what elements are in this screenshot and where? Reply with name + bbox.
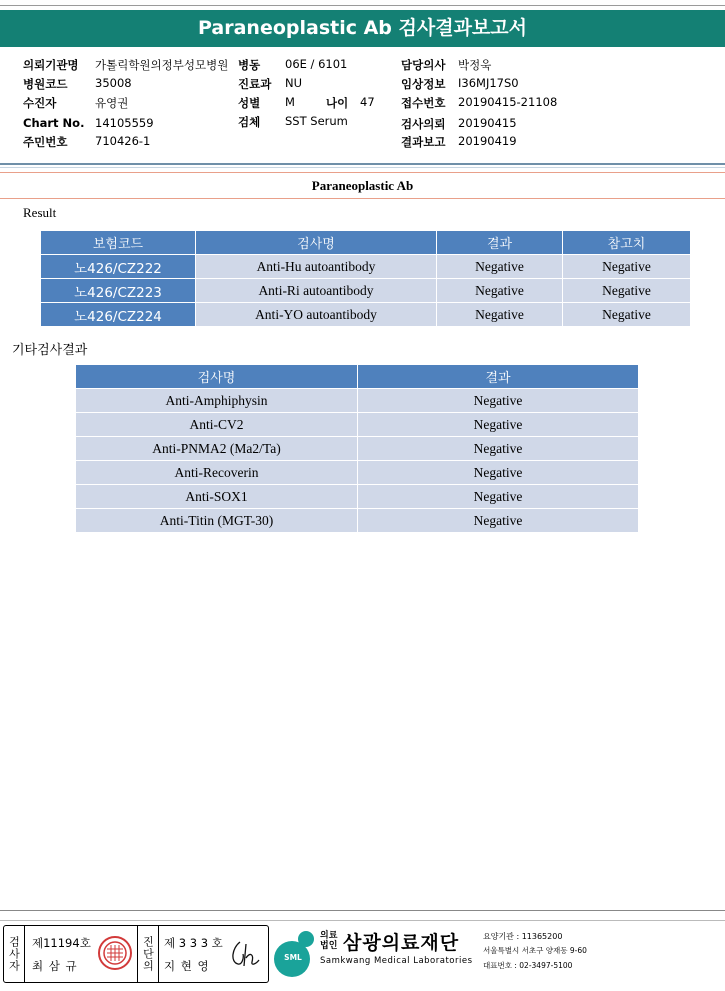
info-divider-light xyxy=(0,167,725,168)
col-header-code: 보험코드 xyxy=(41,231,196,255)
cell-test: Anti-YO autoantibody xyxy=(196,303,437,327)
examiner-label: 검사자 xyxy=(4,926,25,982)
info-label: 병원코드 xyxy=(23,77,68,91)
info-label: 결과보고 xyxy=(401,135,446,149)
cell-test: Anti-Hu autoantibody xyxy=(196,255,437,279)
info-label: 접수번호 xyxy=(401,96,446,110)
cell-result: Negative xyxy=(358,389,639,413)
info-label: 주민번호 xyxy=(23,135,68,149)
cell-reference: Negative xyxy=(563,279,691,303)
cell-test: Anti-Amphiphysin xyxy=(76,389,358,413)
cell-code: 노426/CZ223 xyxy=(41,279,196,303)
footer-divider-light xyxy=(0,920,725,921)
info-label: 담당의사 xyxy=(401,58,446,72)
info-label: 병동 xyxy=(238,58,261,72)
org-address: 서울특별시 서초구 양재동 9-60 xyxy=(483,946,587,955)
info-value: 47 xyxy=(360,95,375,109)
info-value: 06E / 6101 xyxy=(285,57,348,71)
result-label: Result xyxy=(23,205,57,220)
col-header-test: 검사명 xyxy=(76,365,358,389)
cell-test: Anti-PNMA2 (Ma2/Ta) xyxy=(76,437,358,461)
cell-test: Anti-Ri autoantibody xyxy=(196,279,437,303)
cell-reference: Negative xyxy=(563,255,691,279)
examiner-name: 최 삼 규 xyxy=(32,959,78,973)
cell-result: Negative xyxy=(437,255,563,279)
table-row xyxy=(76,389,639,413)
cell-result: Negative xyxy=(358,461,639,485)
cell-result: Negative xyxy=(358,509,639,533)
cell-result: Negative xyxy=(358,485,639,509)
table-row xyxy=(76,485,639,509)
reviewer-signature-icon xyxy=(226,936,262,970)
cell-code: 노426/CZ224 xyxy=(41,303,196,327)
info-value: I36MJ17S0 xyxy=(458,76,519,90)
organization-block xyxy=(270,925,725,981)
col-header-result: 결과 xyxy=(358,365,639,389)
cell-result: Negative xyxy=(358,437,639,461)
cell-test: Anti-Recoverin xyxy=(76,461,358,485)
col-header-result: 결과 xyxy=(437,231,563,255)
table-row xyxy=(76,461,639,485)
section-title: Paraneoplastic Ab xyxy=(311,178,414,193)
table-row xyxy=(76,413,639,437)
info-value: SST Serum xyxy=(285,114,348,128)
info-value: 14105559 xyxy=(95,116,154,130)
section-bottom-line xyxy=(0,198,725,199)
reviewer-label: 진단의 xyxy=(138,926,159,982)
cell-code: 노426/CZ222 xyxy=(41,255,196,279)
info-label: 성별 xyxy=(238,96,261,110)
table-header-row xyxy=(76,365,639,389)
examiner-license: 제11194호 xyxy=(32,936,91,950)
info-label: 검사의뢰 xyxy=(401,117,446,131)
table-row xyxy=(76,509,639,533)
info-label: 수진자 xyxy=(23,96,57,110)
org-name: 삼광의료재단 xyxy=(343,932,460,954)
table-row xyxy=(41,303,691,327)
info-divider xyxy=(0,163,725,165)
info-value: 35008 xyxy=(95,76,132,90)
info-value: M xyxy=(285,95,295,109)
info-value: 20190419 xyxy=(458,134,517,148)
info-label: 나이 xyxy=(326,96,349,110)
cell-test: Anti-SOX1 xyxy=(76,485,358,509)
info-hospital xyxy=(23,57,79,73)
table-row xyxy=(41,255,691,279)
cell-result: Negative xyxy=(358,413,639,437)
info-label: 진료과 xyxy=(238,77,272,91)
info-label: 임상정보 xyxy=(401,77,446,91)
signature-box xyxy=(3,925,269,983)
section-top-line xyxy=(0,172,725,173)
info-label: Chart No. xyxy=(23,116,85,130)
info-value: 박정욱 xyxy=(458,58,492,72)
reviewer-license: 제 3 3 3 호 xyxy=(164,936,223,950)
other-results-label: 기타검사결과 xyxy=(12,343,88,358)
result-table xyxy=(40,230,691,327)
reviewer-name: 지 현 영 xyxy=(164,959,210,973)
table-header-row xyxy=(41,231,691,255)
col-header-reference: 참고치 xyxy=(563,231,691,255)
logo-badge-text: SML xyxy=(284,953,302,962)
info-value: 20190415 xyxy=(458,116,517,130)
info-value: 가톨릭학원의정부성모병원 xyxy=(95,58,229,72)
info-value: 유영권 xyxy=(95,96,129,110)
info-label: 검체 xyxy=(238,115,261,129)
org-english-name: Samkwang Medical Laboratories xyxy=(320,956,473,966)
cell-reference: Negative xyxy=(563,303,691,327)
cell-test: Anti-CV2 xyxy=(76,413,358,437)
cell-result: Negative xyxy=(437,303,563,327)
table-row xyxy=(41,279,691,303)
cell-result: Negative xyxy=(437,279,563,303)
org-code: 요양기관 : 11365200 xyxy=(483,932,563,941)
report-title: Paraneoplastic Ab 검사결과보고서 xyxy=(0,10,725,47)
examiner-seal-icon xyxy=(97,935,133,971)
table-row xyxy=(76,437,639,461)
org-prefix: 의료 법인 xyxy=(320,931,338,951)
cell-test: Anti-Titin (MGT-30) xyxy=(76,509,358,533)
info-value: 20190415-21108 xyxy=(458,95,558,109)
footer-divider xyxy=(0,910,725,911)
info-value: 710426-1 xyxy=(95,134,151,148)
other-results-table xyxy=(75,364,639,533)
org-phone: 대표번호 : 02-3497-5100 xyxy=(483,961,573,970)
info-label: 의뢰기관명 xyxy=(23,58,79,72)
info-value: NU xyxy=(285,76,303,90)
top-divider xyxy=(0,5,725,6)
col-header-test: 검사명 xyxy=(196,231,437,255)
